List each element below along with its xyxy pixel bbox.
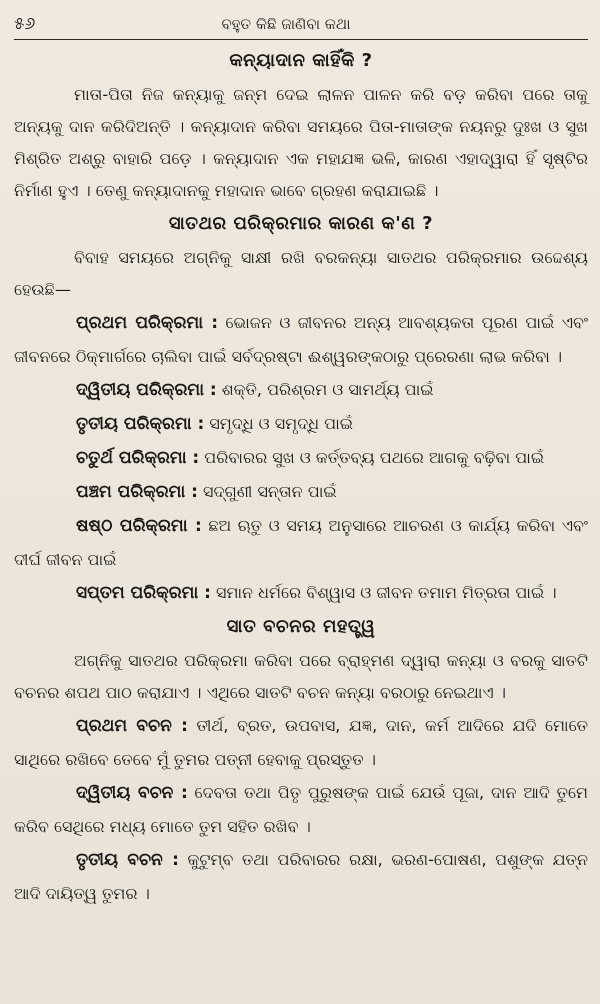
item-label: ତୃତୀୟ ପରିକ୍ରମା :: [76, 414, 205, 434]
item-label: ସପ୍ତମ ପରିକ୍ରମା :: [76, 583, 211, 603]
list-item: [14, 843, 588, 910]
list-item: [14, 475, 588, 509]
heading-kanyadan: କନ୍ୟାଦାନ କାହିଁକି ?: [229, 50, 373, 71]
item-text: ସମାନ ଧର୍ମରେ ବିଶ୍ୱାସ ଓ ଜୀବନ ତମାମ ମିତ୍ରତା ପାଇଁ ।: [210, 583, 557, 602]
paragraph-vachan-intro: ଅଗ୍ନିକୁ ସାତଥର ପରିକ୍ରମା କରିବା ପରେ ବ୍ରାହ୍ମଣ ଦ୍ୱାରା କନ୍ୟା ଓ ବରକୁ ସାତଟି ବଚନର ଶପଥ ପାଠ କରାଯାଏ । ଏଥିରେ ସାତଟି ବଚନ କନ୍ୟା ବରଠାରୁ ନେଇଥାଏ ।: [14, 651, 588, 702]
item-text: ତୀର୍ଥ, ବ୍ରତ, ଉପବାସ, ଯଜ୍ଞ, ଦାନ, କର୍ମ ଆଦିରେ ଯଦି ମୋତେ ସାଥିରେ ରଖିବେ ତେବେ ମୁଁ ତୁମର ପତ୍ନୀ ହେବାକୁ ପ୍ରସ୍ତୁତ ।: [14, 716, 588, 769]
item-text: ଦେବତା ତଥା ପିତୃ ପୁରୁଷଙ୍କ ପାଇଁ ଯେଉଁ ପୂଜା, ଦାନ ଆଦି ତୁମେ କରିବ ସେଥିରେ ମଧ୍ୟ ମୋତେ ତୁମ ସହିତ ରଖିବ ।: [14, 783, 588, 836]
item-text: ଭୋଜନ ଓ ଜୀବନର ଅନ୍ୟ ଆବଶ୍ୟକତା ପୂରଣ ପାଇଁ ଏବଂ ଜୀବନରେ ଠିକ୍‌ମାର୍ଗରେ ଚାଲିବା ପାଇଁ ସର୍ବଦ୍ରଷ୍ଟା ଈଶ୍ୱରଙ୍କଠାରୁ ପ୍ରେରଣା ଲାଭ କରିବା ।: [14, 313, 588, 366]
list-item: [14, 509, 588, 576]
item-label: ଚତୁର୍ଥ ପରିକ୍ରମା :: [76, 448, 200, 468]
item-label: ଦ୍ୱିତୀୟ ବଚନ :: [76, 783, 188, 803]
page-number: ୫୬: [14, 14, 36, 34]
running-title: ବହୁତ କିଛି ଜାଣିବା କଥା: [221, 15, 351, 33]
page-header: [14, 14, 588, 40]
item-text: ଛଅ ଋତୁ ଓ ସମୟ ଅନୁସାରେ ଆଚରଣ ଓ କାର୍ଯ୍ୟ କରିବା ଏବଂ ଦୀର୍ଘ ଜୀବନ ପାଇଁ: [14, 516, 588, 569]
item-label: ଷଷ୍ଠ ପରିକ୍ରମା :: [76, 516, 202, 536]
item-text: କୁଟୁମ୍ବ ତଥା ପରିବାରର ରକ୍ଷା, ଭରଣ-ପୋଷଣ, ପଶୁଙ୍କ ଯତ୍ନ ଆଦି ଦାୟିତ୍ୱ ତୁମର ।: [14, 850, 588, 903]
parikrama-list: [14, 306, 588, 610]
list-item: [14, 576, 588, 610]
item-label: ତୃତୀୟ ବଚନ :: [76, 850, 179, 870]
list-item: [14, 776, 588, 843]
item-text: ପରିବାରର ସୁଖ ଓ କର୍ତ୍ତବ୍ୟ ପଥରେ ଆଗକୁ ବଢ଼ିବା ପାଇଁ: [199, 448, 545, 467]
paragraph-kanyadan: ମାତା-ପିତା ନିଜ କନ୍ୟାକୁ ଜନ୍ମ ଦେଇ ଲାଳନ ପାଳନ କରି ବଡ଼ କରିବା ପରେ ତାକୁ ଅନ୍ୟକୁ ଦାନ କରିଦିଅନ୍ତି । କନ୍ୟାଦାନ କରିବା ସମୟରେ ପିତା-ମାତାଙ୍କ ନୟନରୁ ଦୁଃଖ ଓ ସୁଖ ମିଶ୍ରିତ ଅଶ୍ରୁ ବାହାରି ପଡ଼େ । କନ୍ୟାଦାନ ଏକ ମହାଯଜ୍ଞ ଭଳି, କାରଣ ଏହାଦ୍ୱାରା ହିଁ ସୃଷ୍ଟିର ନିର୍ମାଣ ହୁଏ । ତେଣୁ କନ୍ୟାଦାନକୁ ମହାଦାନ ଭାବେ ଗ୍ରହଣ କରାଯାଇଛି ।: [14, 85, 588, 200]
list-item: [14, 709, 588, 776]
list-item: [14, 407, 588, 441]
item-label: ପ୍ରଥମ ବଚନ :: [76, 716, 188, 736]
item-text: ସଦ୍‌ଗୁଣୀ ସନ୍ତାନ ପାଇଁ: [197, 482, 337, 501]
paragraph-parikrama-intro: ବିବାହ ସମୟରେ ଅଗ୍ନିକୁ ସାକ୍ଷୀ ରଖି ବରକନ୍ୟା ସାତଥର ପରିକ୍ରମାର ଉଦ୍ଦେଶ୍ୟ ହେଉଛି—: [14, 248, 588, 299]
item-label: ପ୍ରଥମ ପରିକ୍ରମା :: [76, 313, 219, 333]
item-text: ଶକ୍ତି, ପରିଶ୍ରମ ଓ ସାମର୍ଥ୍ୟ ପାଇଁ: [216, 380, 434, 399]
heading-vachan: ସାତ ବଚନର ମହତ୍ତ୍ୱ: [226, 616, 376, 637]
item-label: ଦ୍ୱିତୀୟ ପରିକ୍ରମା :: [76, 380, 217, 400]
heading-parikrama: ସାତଥର ପରିକ୍ରମାର କାରଣ କ'ଣ ?: [168, 213, 434, 234]
item-text: ସମୃଦ୍ଧି ଓ ସମୃଦ୍ଧି ପାଇଁ: [204, 414, 354, 433]
vachan-list: [14, 709, 588, 910]
list-item: [14, 306, 588, 373]
list-item: [14, 441, 588, 475]
list-item: [14, 373, 588, 407]
item-label: ପଞ୍ଚମ ପରିକ୍ରମା :: [76, 482, 198, 502]
